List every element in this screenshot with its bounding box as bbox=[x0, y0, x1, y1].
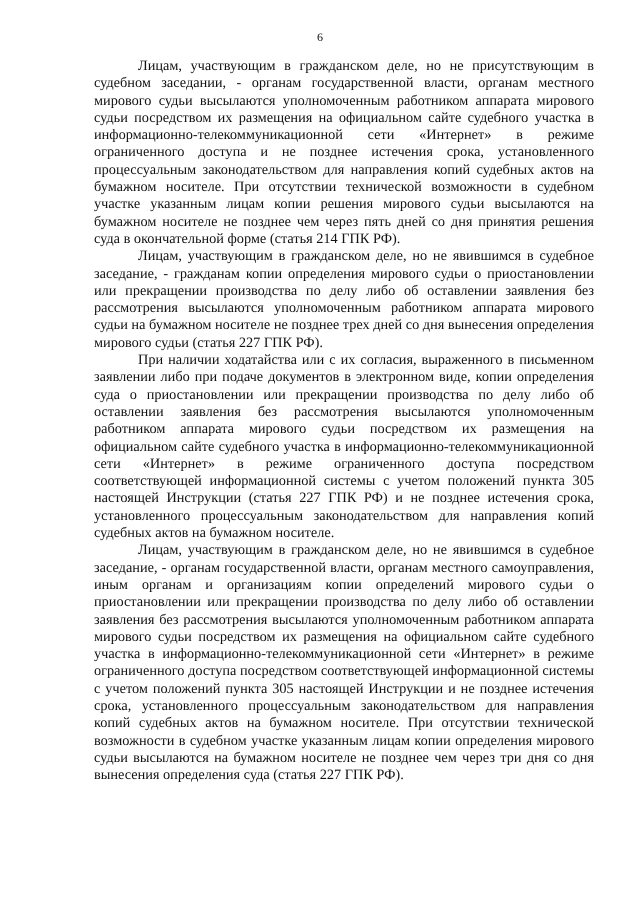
paragraph-1: Лицам, участвующим в гражданском деле, но не присутствующим в судебном заседании, - органам государственной власти, органам местного мирового судьи высылаются уполномоченным работником аппарата мирового судьи посредством их размещения на официальном сайте судебного участка в информационно-телекоммуникационной сети «Интернет» в режиме ограниченного доступа и не позднее истечения срока, установленного процессуальным законодательством для направления копий судебных актов на бумажном носителе. При отсутствии технической возможности в судебном участке указанным лицам копии решения мирового судьи высылаются на бумажном носителе не позднее чем через пять дней со дня принятия решения суда в окончательной форме (статья 214 ГПК РФ). bbox=[94, 58, 594, 247]
paragraph-4: Лицам, участвующим в гражданском деле, но не явившимся в судебное заседание, - органам государственной власти, органам местного самоуправления, иным органам и организациям копии определений мирового судьи о приостановлении или прекращении производства по делу либо об оставлении заявления без рассмотрения высылаются уполномоченным работником аппарата мирового судьи посредством их размещения на официальном сайте судебного участка в информационно-телекоммуникационной сети «Интернет» в режиме ограниченного доступа посредством соответствующей информационной системы с учетом положений пункта 305 настоящей Инструкции и не позднее истечения срока, установленного процессуальным законодательством для направления копий судебных актов на бумажном носителе. При отсутствии технической возможности в судебном участке указанным лицам копии определения мирового судьи высылаются на бумажном носителе не позднее чем через три дня со дня вынесения определения суда (статья 227 ГПК РФ). bbox=[94, 542, 594, 784]
paragraph-3: При наличии ходатайства или с их согласия, выраженного в письменном заявлении либо при подаче документов в электронном виде, копии определения суда о приостановлении или прекращении производства по делу либо об оставлении заявления без рассмотрения высылаются уполномоченным работником аппарата мирового судьи посредством их размещения на официальном сайте судебного участка в информационно-телекоммуникационной сети «Интернет» в режиме ограниченного доступа посредством соответствующей информационной системы с учетом положений пункта 305 настоящей Инструкции (статья 227 ГПК РФ) и не позднее истечения срока, установленного процессуальным законодательством для направления копий судебных актов на бумажном носителе. bbox=[94, 352, 594, 542]
page-number: 6 bbox=[317, 30, 323, 44]
document-body bbox=[94, 58, 594, 784]
paragraph-2: Лицам, участвующим в гражданском деле, но не явившимся в судебное заседание, - гражданам копии определения мирового судьи о приостановлении или прекращении производства по делу либо об оставлении заявления без рассмотрения высылаются уполномоченным работником аппарата мирового судьи на бумажном носителе не позднее трех дней со дня вынесения определения мирового судьи (статья 227 ГПК РФ). bbox=[94, 248, 594, 351]
